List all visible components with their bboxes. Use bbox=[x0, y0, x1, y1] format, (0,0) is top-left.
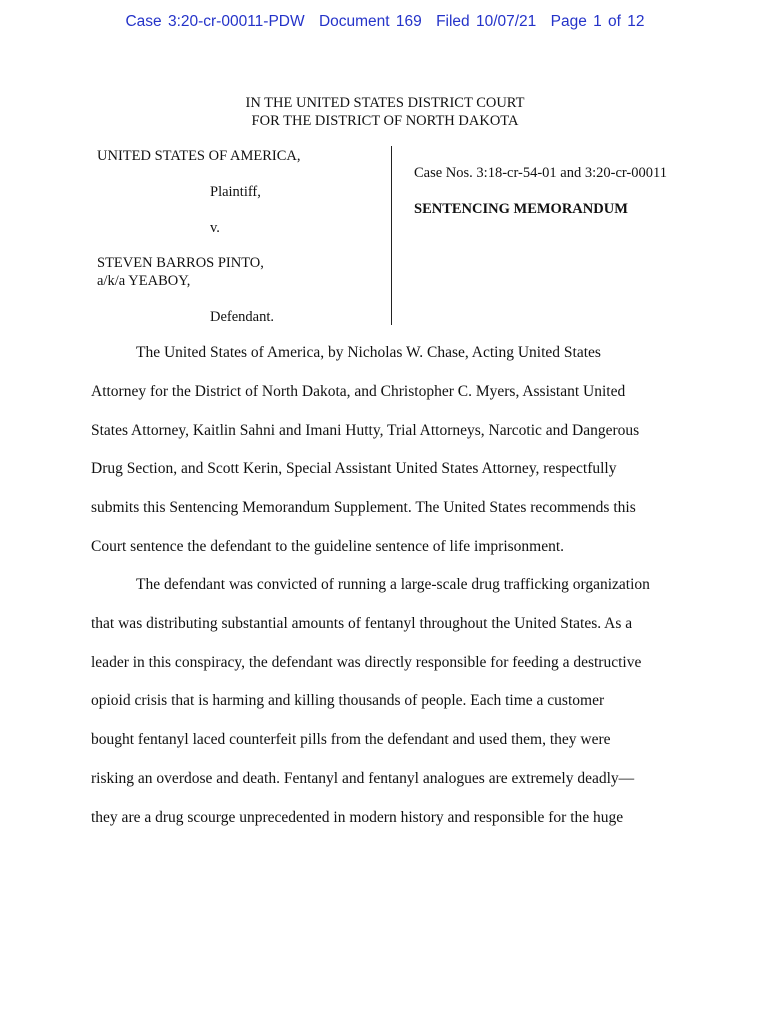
stamp-document-number: Document 169 bbox=[318, 13, 422, 30]
body-line: The defendant was convicted of running a large-scale drug trafficking organization bbox=[136, 576, 650, 593]
court-heading bbox=[0, 94, 770, 130]
body-paragraph-1 bbox=[91, 334, 691, 567]
body-line: submits this Sentencing Memorandum Supplement. The United States recommends this bbox=[91, 499, 636, 517]
body-line: bought fentanyl laced counterfeit pills from the defendant and used them, they were bbox=[91, 731, 611, 749]
body-line: leader in this conspiracy, the defendant was directly responsible for feeding a destructive bbox=[91, 653, 642, 671]
plaintiff-name: UNITED STATES OF AMERICA, bbox=[97, 148, 301, 164]
body-line: The United States of America, by Nicholas W. Chase, Acting United States bbox=[136, 344, 601, 361]
defendant-name: STEVEN BARROS PINTO, bbox=[97, 255, 264, 271]
body-paragraph-2 bbox=[91, 566, 691, 838]
document-title: SENTENCING MEMORANDUM bbox=[414, 201, 628, 217]
defendant-role: Defendant. bbox=[210, 309, 275, 325]
defendant-aka: a/k/a YEABOY, bbox=[97, 273, 191, 289]
case-numbers: Case Nos. 3:18-cr-54-01 and 3:20-cr-00011 bbox=[414, 165, 667, 181]
court-heading-line-1: IN THE UNITED STATES DISTRICT COURT bbox=[245, 95, 525, 111]
plaintiff-role: Plaintiff, bbox=[210, 184, 261, 200]
body-line: opioid crisis that is harming and killing thousands of people. Each time a customer bbox=[91, 692, 605, 710]
versus-label: v. bbox=[210, 220, 220, 236]
caption-divider bbox=[391, 146, 392, 325]
body-line: Court sentence the defendant to the guideline sentence of life imprisonment. bbox=[91, 537, 565, 555]
stamp-page-number: Page 1 of 12 bbox=[550, 13, 645, 30]
body-line: they are a drug scourge unprecedented in modern history and responsible for the huge bbox=[91, 808, 624, 826]
stamp-filed-date: Filed 10/07/21 bbox=[436, 13, 537, 30]
court-heading-line-2: FOR THE DISTRICT OF NORTH DAKOTA bbox=[251, 113, 519, 129]
stamp-case-number: Case 3:20-cr-00011-PDW bbox=[125, 13, 305, 30]
body-line: that was distributing substantial amounts of fentanyl throughout the United States. As a bbox=[91, 614, 633, 632]
body-line: Attorney for the District of North Dakota, and Christopher C. Myers, Assistant United bbox=[91, 382, 626, 400]
body-line: risking an overdose and death. Fentanyl and fentanyl analogues are extremely deadly— bbox=[91, 769, 635, 787]
filing-stamp-header bbox=[0, 13, 770, 31]
body-line: States Attorney, Kaitlin Sahni and Imani Hutty, Trial Attorneys, Narcotic and Dangerous bbox=[91, 421, 640, 439]
body-line: Drug Section, and Scott Kerin, Special Assistant United States Attorney, respectfully bbox=[91, 460, 617, 478]
